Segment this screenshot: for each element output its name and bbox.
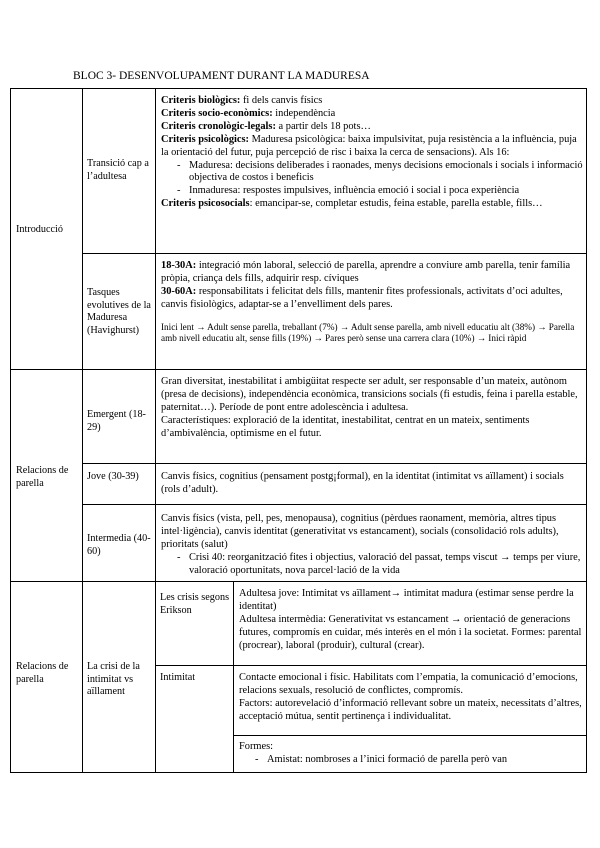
criteri-label: Criteris cronològic-legals: [161, 120, 276, 132]
criteri-label: Criteris socio-econòmics: [161, 107, 273, 119]
rel2-divider [155, 665, 587, 666]
criteri-text: a partir dels 18 pots… [275, 120, 371, 132]
emergent-desc: Gran diversitat, inestabilitat i ambigüitat respecte ser adult, ser responsable d’un mateix, autònom (presa de decisions), independència econòmica, transicions socials (fi estudis, feina i parella estable, paternitat…). Període de pont entre adolescència i adultesa. [161, 376, 578, 413]
age-range-text: integració món laboral, selecció de parella, aprendre a conviure amb parella, tenir família pròpia, criança dels fills, adquirir resp. cíviques [161, 260, 571, 284]
bullet-crisi40: - Crisi 40: reorganització fites i objectius, valoració del passat, temps viscut → temps per viure, valoració oportunitats, nova parcel·lació de la vida [161, 552, 583, 578]
sub-label-erikson: Les crisis segons Erikson [160, 592, 230, 616]
erikson-block [239, 588, 584, 653]
section-label-relacions: Relacions de parella [16, 661, 69, 685]
erikson-jove: Adultesa jove: Intimitat vs aïllament→ intimitat madura (estimar sense perdre la identitat) [239, 588, 574, 612]
criteri-text: fi dels canvis físics [240, 95, 323, 106]
sub-label-crisi: La crisi de la intimitat vs aïllament [87, 661, 140, 698]
criteri-label: Criteris psicològics: [161, 133, 250, 145]
erikson-intermedia: Adultesa intermèdia: Generativitat vs estancament → orientació de generacions futures, compromís en cuidar, més interès en el món i la societat. Formes: parental (procrear), laboral (produir), cultural (crear). [239, 613, 582, 651]
intimitat-contact: Contacte emocional i físic. Habilitats com l’empatia, la comunicació d’emocions, relacions sexuals, resolució de conflictes, compromís. [239, 672, 578, 696]
page-title: BLOC 3- DESENVOLUPAMENT DURANT LA MADURESA [73, 70, 370, 82]
emergent-characteristics: Característiques: exploració de la identitat, inestabilitat, centrat en un mateix, sentiments d’ambivalència, optimisme en el futur. [161, 414, 530, 439]
rel2-divider [233, 735, 587, 736]
bullet-amistat: - Amistat: nombroses a l’inici formació de parella però van [239, 754, 584, 767]
intermedia-desc: Canvis físics (vista, pell, pes, menopausa), cognitius (pèrdues raonament, memòria, altres tipus intel·ligència), canvis identitat (generativitat vs estancament), socials (consolidació rols adults), prioritats (salut) [161, 513, 559, 550]
intimitat-block [239, 672, 584, 724]
jove-desc: Canvis físics, cognitius (pensament postg¡formal), en la identitat (intimitat vs aïllament) i socials (rols d’adult). [161, 471, 564, 495]
rel1-divider [82, 463, 587, 464]
stage-label-jove: Jove (30-39) [87, 471, 139, 482]
intimitat-factors: Factors: autorevelació d’informació rellevant sobre un mateix, necessitats d’altres, acceptació mútua, sentit pertinença i individualitat. [239, 697, 582, 722]
trajectories-text: Inici lent → Adult sense parella, treballant (7%) → Adult sense parella, amb nivell educatiu alt (38%) → Parella amb nivell educatiu alt, sense fills (19%) → Pares però sense una carrera clara (10%) → Inici ràpid [161, 321, 575, 344]
emergent-block [161, 376, 583, 441]
criteri-label: Criteris biològics: [161, 95, 241, 106]
sub-label-transicio: Transició cap a l’adultesa [87, 158, 149, 182]
criteri-text: Maduresa psicològica: baixa impulsivitat, puja resistència a la influència, puja la orientació del futur, puja percepció de risc i baixa la cerca de sensacions). Als 16: [161, 133, 577, 158]
age-range-text: responsabilitats i felicitat dels fills, mantenir fites professionals, activitats d’oci adultes, canvis fisiològics, adaptar-se a l’envelliment dels pares. [161, 285, 563, 310]
formes-label: Formes: [239, 741, 274, 752]
sub-label-intimitat: Intimitat [160, 672, 196, 683]
section-label-introduccio: Introducció [16, 224, 63, 235]
age-range-label: 30-60A: [161, 285, 197, 297]
criteri-text: : emancipar-se, completar estudis, feina estable, parella estable, fills… [249, 198, 543, 210]
stage-label-intermedia: Intermedia (40-60) [87, 533, 151, 557]
bullet-maduresa: - Maduresa: decisions deliberades i raonades, menys decisions emocionals i socials i informació objectiva de costos i beneficis [161, 160, 583, 186]
jove-block [161, 471, 583, 497]
age-range-label: 18-30A: [161, 260, 197, 271]
criteri-label: Criteris psicosocials [161, 198, 250, 210]
criteri-text: independència [272, 107, 336, 119]
formes-block [239, 741, 584, 767]
intermedia-block [161, 513, 583, 578]
bullet-inmaduresa: - Inmaduresa: respostes impulsives, influència emoció i social i poca experiència [161, 185, 583, 198]
sub-label-tasques: Tasques evolutives de la Maduresa (Havighurst) [87, 287, 151, 336]
tasques-block [161, 260, 583, 345]
rel1-divider [82, 504, 587, 505]
criteris-block [161, 95, 583, 211]
section-label-relacions: Relacions de parella [16, 465, 69, 489]
intro-divider [82, 253, 587, 254]
stage-label-emergent: Emergent (18-29) [87, 409, 146, 433]
